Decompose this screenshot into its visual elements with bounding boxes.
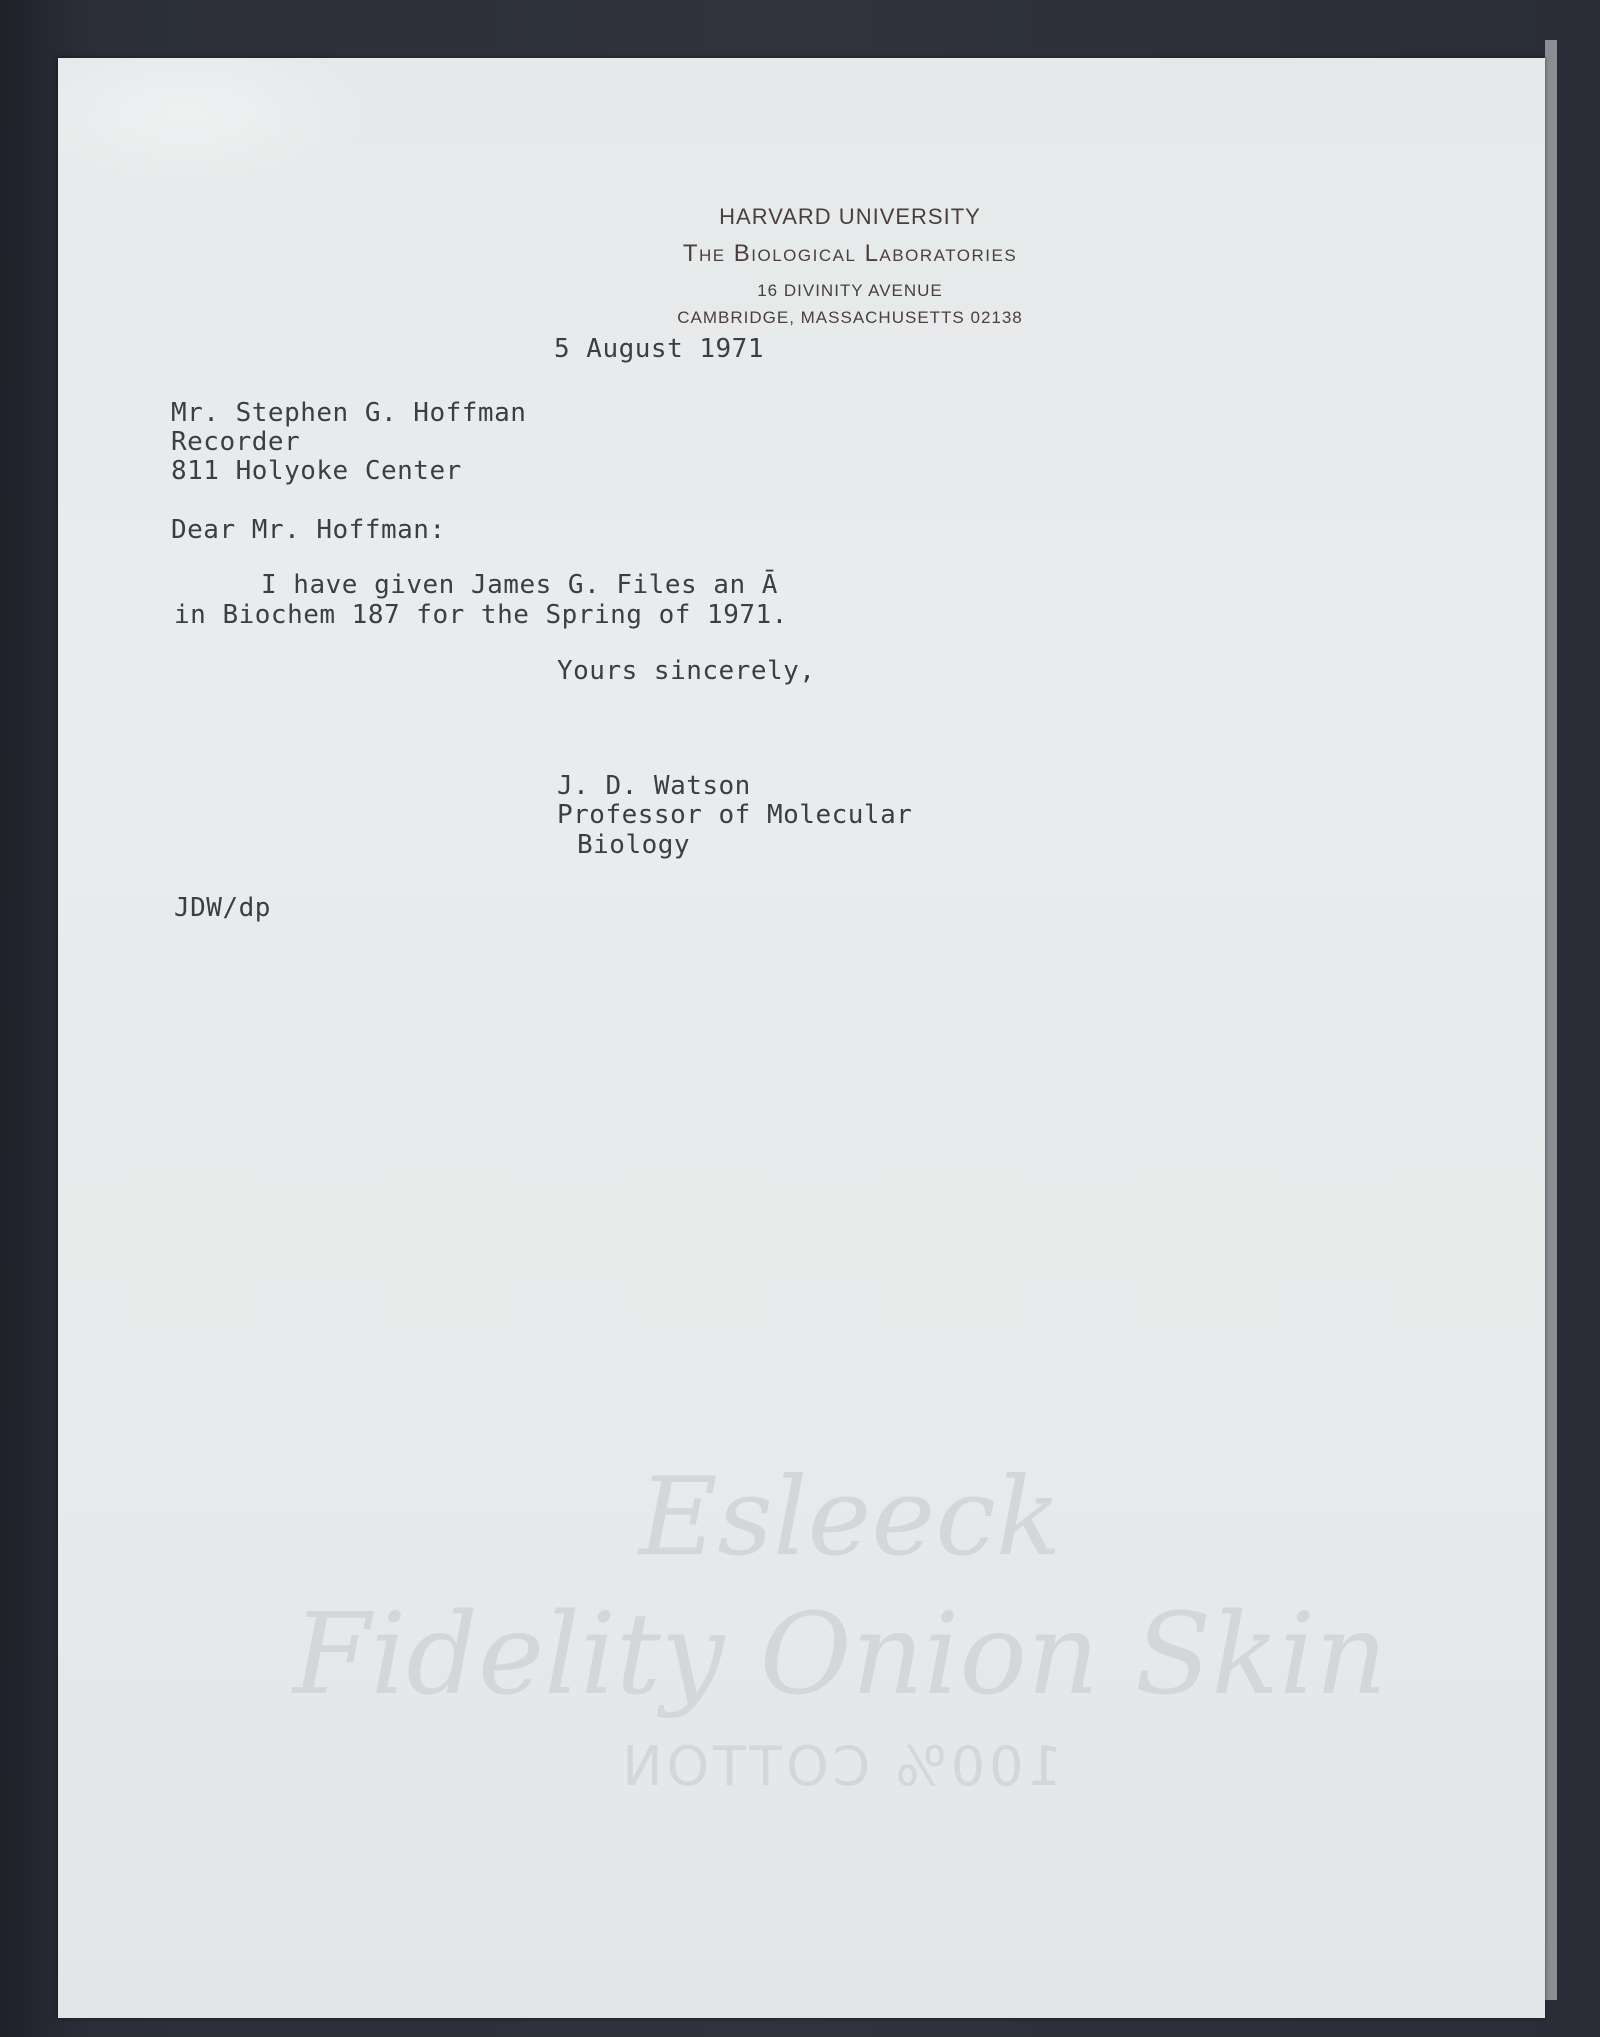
typist-initials: JDW/dp	[174, 893, 271, 923]
letter-sheet	[58, 58, 1545, 2018]
letterhead-street: 16 DIVINITY AVENUE	[757, 281, 943, 300]
salutation: Dear Mr. Hoffman:	[171, 515, 446, 545]
letterhead-city: CAMBRIDGE, MASSACHUSETTS 02138	[677, 308, 1023, 327]
body-line: I have given James G. Files an Ā	[261, 570, 778, 600]
recipient-name: Mr. Stephen G. Hoffman	[171, 398, 527, 428]
letterhead-department: The Biological Laboratories	[682, 240, 1018, 267]
letterhead-university: HARVARD UNIVERSITY	[719, 204, 981, 229]
letter-date: 5 August 1971	[554, 334, 764, 364]
watermark-material: 100% COTTON	[618, 1735, 1062, 1798]
watermark-brand: Esleeck	[638, 1455, 1062, 1580]
recipient-office: 811 Holyoke Center	[171, 456, 462, 486]
signature-title: Biology	[577, 830, 691, 860]
signature-name: J. D. Watson	[557, 771, 751, 801]
signature-title: Professor of Molecular	[557, 800, 913, 830]
closing: Yours sincerely,	[557, 656, 816, 686]
body-line: in Biochem 187 for the Spring of 1971.	[174, 600, 788, 630]
recipient-title: Recorder	[171, 427, 301, 457]
watermark-line: Fidelity Onion Skin	[292, 1590, 1388, 1720]
paper-crease	[58, 58, 378, 198]
